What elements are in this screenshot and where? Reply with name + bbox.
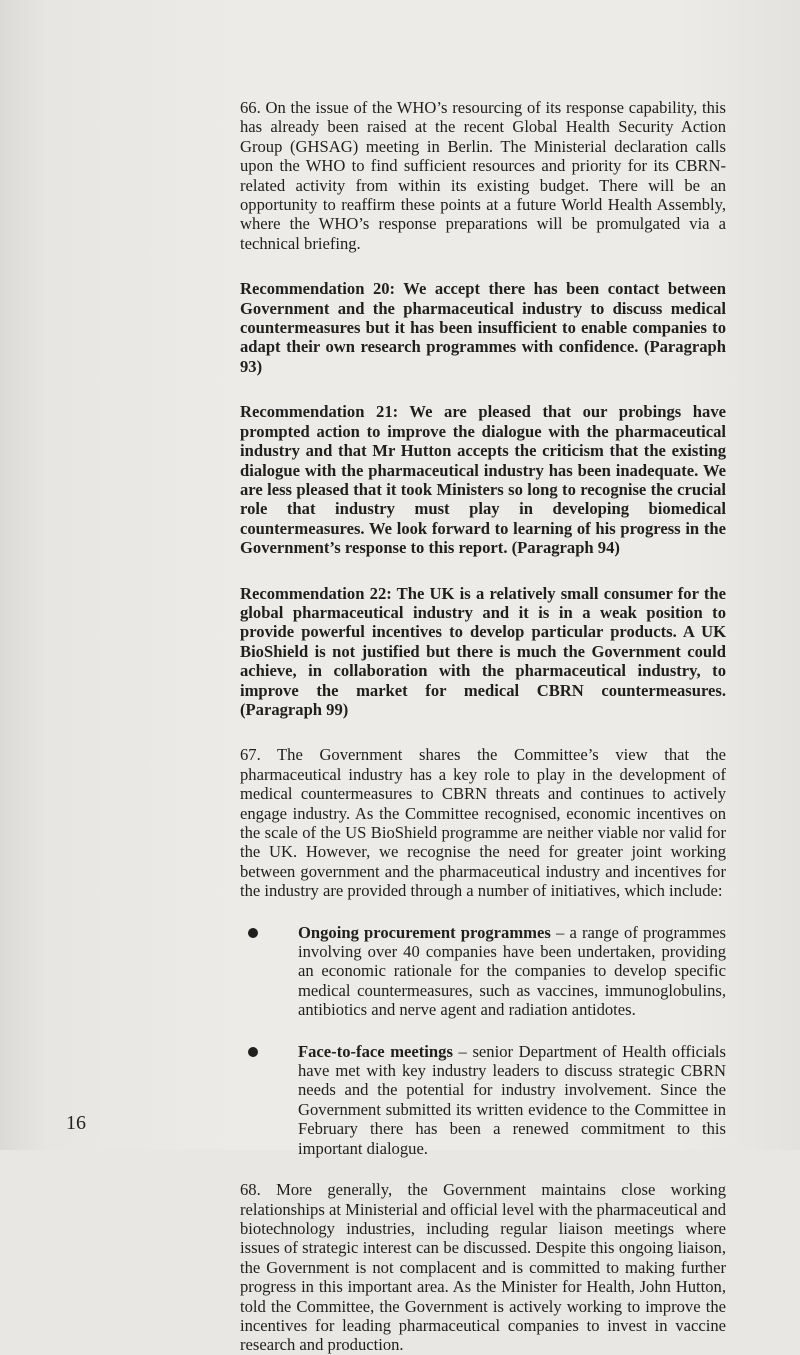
page-number: 16 xyxy=(66,1112,86,1134)
page-body xyxy=(240,98,726,1355)
bullet-text: – senior Department of Health officials have met with key industry leaders to discuss strategic CBRN needs and the potential for industry involvement. Since the Government submitted its written evidence to the Committee in February there has been a renewed commitment to this important dialogue. xyxy=(298,1041,726,1158)
initiatives-list xyxy=(240,923,726,1158)
recommendation-21: Recommendation 21: We are pleased that our probings have prompted action to improve the dialogue with the pharmaceutical industry and that Mr Hutton accepts the criticism that the existing dialogue with the pharmaceutical industry has been inadequate. We are less pleased that it took Ministers so long to recognise the crucial role that industry must play in developing biomedical countermeasures. We look forward to learning of his progress in the Government’s response to this report. (Paragraph 94) xyxy=(240,402,726,558)
list-item xyxy=(240,1042,726,1158)
bullet-text: – a range of programmes involving over 40 companies have been undertaken, providing an economic rationale for the companies to develop specific medical countermeasures, such as vaccines, immunoglobulins, antibiotics and nerve agent and radiation antidotes. xyxy=(298,922,726,1020)
bullet-icon xyxy=(248,1047,258,1057)
recommendation-20: Recommendation 20: We accept there has been contact between Government and the pharmaceutical industry to discuss medical countermeasures but it has been insufficient to enable companies to adapt their own research programmes with confidence. (Paragraph 93) xyxy=(240,279,726,376)
bullet-lead: Face-to-face meetings xyxy=(298,1041,453,1061)
bullet-lead: Ongoing procurement programmes xyxy=(298,922,551,942)
paragraph-66: 66. On the issue of the WHO’s resourcing of its response capability, this has already been raised at the recent Global Health Security Action Group (GHSAG) meeting in Berlin. The Ministerial declaration calls upon the WHO to find sufficient resources and priority for its CBRN-related activity from within its existing budget. There will be an opportunity to reaffirm these points at a future World Health Assembly, where the WHO’s response preparations will be promulgated via a technical briefing. xyxy=(240,98,726,253)
bullet-icon xyxy=(248,928,258,938)
paragraph-67: 67. The Government shares the Committee’s view that the pharmaceutical industry has a key role to play in the development of medical countermeasures to CBRN threats and continues to actively engage industry. As the Committee recognised, economic incentives on the scale of the US BioShield programme are neither viable nor valid for the UK. However, we recognise the need for greater joint working between government and the pharmaceutical industry and incentives for the industry are provided through a number of initiatives, which include: xyxy=(240,745,726,901)
list-item xyxy=(240,923,726,1020)
paragraph-68: 68. More generally, the Government maintains close working relationships at Ministerial and official level with the pharmaceutical and biotechnology industries, including regular liaison meetings where issues of strategic interest can be discussed. Despite this ongoing liaison, the Government is not complacent and is committed to making further progress in this important area. As the Minister for Health, John Hutton, told the Committee, the Government is actively working to improve the incentives for leading pharmaceutical companies to invest in vaccine research and production. xyxy=(240,1180,726,1355)
recommendation-22: Recommendation 22: The UK is a relatively small consumer for the global pharmaceutical industry and it is in a weak position to provide powerful incentives to develop particular products. A UK BioShield is not justified but there is much the Government could achieve, in collaboration with the pharmaceutical industry, to improve the market for medical CBRN countermeasures. (Paragraph 99) xyxy=(240,583,726,719)
